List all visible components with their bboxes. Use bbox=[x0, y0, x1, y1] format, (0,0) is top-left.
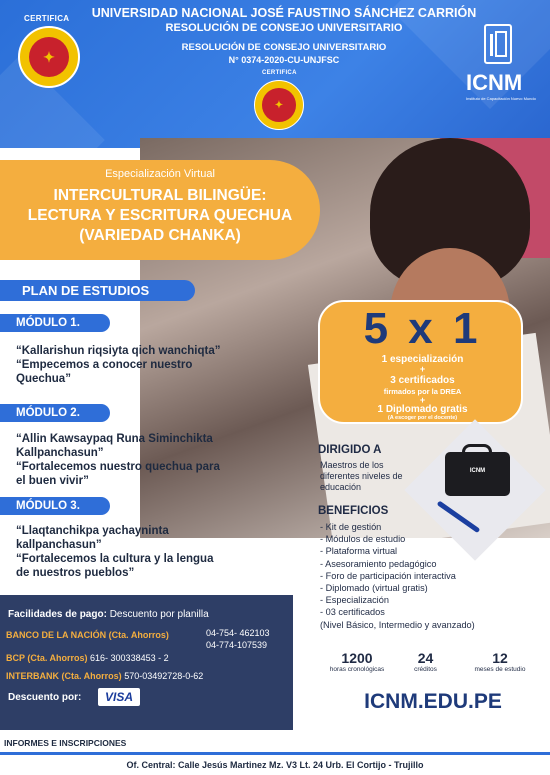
module-line: “Llaqtanchikpa yachayninta bbox=[16, 525, 169, 537]
dirigido-text: Maestros de los diferentes niveles de educación bbox=[320, 460, 403, 492]
icnm-book-logo-icon bbox=[484, 24, 512, 64]
interbank-label: INTERBANK (Cta. Ahorros) bbox=[6, 671, 122, 681]
module-line: “Fortalecemos nuestro quechua para bbox=[16, 461, 220, 473]
resolution-number: N° 0374-2020-CU-UNJFSC bbox=[228, 55, 340, 65]
dirigido-title: DIRIGIDO A bbox=[318, 444, 382, 456]
offer-plus: + bbox=[419, 364, 426, 374]
seal-center-icon: ✦ bbox=[262, 88, 296, 122]
university-seal-icon bbox=[18, 26, 80, 88]
spec-subtitle: Especialización Virtual bbox=[105, 168, 215, 180]
benefit-item: - Kit de gestión bbox=[320, 522, 382, 532]
offer-line5: (A escoger por el docente) bbox=[387, 415, 458, 421]
module-1-label: MÓDULO 1. bbox=[0, 314, 110, 332]
benefit-item: - Foro de participación interactiva bbox=[320, 570, 456, 581]
briefcase-icon bbox=[445, 452, 510, 496]
stat-number: 12 bbox=[492, 650, 508, 666]
spec-title-line2: LECTURA Y ESCRITURA QUECHUA bbox=[27, 207, 293, 224]
university-name: UNIVERSIDAD NACIONAL JOSÉ FAUSTINO SÁNCHEZ CARRIÓN bbox=[91, 6, 477, 20]
offer-plus: + bbox=[419, 395, 426, 405]
module-3-label: MÓDULO 3. bbox=[0, 497, 110, 515]
beneficios-title: BENEFICIOS bbox=[318, 505, 389, 517]
offer-big: 5 x 1 bbox=[363, 304, 482, 353]
interbank-number: 570-03492728-0-62 bbox=[124, 671, 204, 681]
informes-label: INFORMES E INSCRIPCIONES bbox=[0, 736, 160, 750]
benefit-item: - Diplomado (virtual gratis) bbox=[320, 583, 428, 594]
offer-line4: 1 Diplomado gratis bbox=[377, 404, 468, 415]
payment-title: Facilidades de pago: bbox=[8, 609, 107, 620]
module-line: kallpanchasun” bbox=[16, 539, 102, 551]
bag-label: ICNM bbox=[469, 468, 486, 474]
module-2-label: MÓDULO 2. bbox=[0, 404, 110, 422]
book-icon bbox=[486, 26, 510, 62]
icnm-logo-subtitle: Instituto de Capacitación Nuevo Mundo bbox=[466, 96, 536, 101]
offer-line3: firmados por la DREA bbox=[383, 387, 462, 396]
bn-number-2: 04-774-107539 bbox=[206, 640, 268, 650]
module-line: Kallpanchasun” bbox=[16, 447, 104, 459]
resolution-title: RESOLUCIÓN DE CONSEJO UNIVERSITARIO bbox=[165, 22, 403, 34]
module-2-text bbox=[16, 432, 316, 488]
discount-label: Descuento por: bbox=[8, 692, 82, 703]
bcp-row bbox=[6, 653, 169, 663]
benefit-item: - Especialización bbox=[320, 595, 389, 606]
module-line: el buen vivir” bbox=[16, 475, 89, 487]
stat-number: 1200 bbox=[341, 650, 373, 666]
stat-label: meses de estudio bbox=[474, 666, 526, 673]
plan-title: PLAN DE ESTUDIOS bbox=[0, 280, 195, 301]
module-line: “Fortalecemos la cultura y la lengua bbox=[16, 553, 214, 565]
benefit-item: - Plataforma virtual bbox=[320, 546, 398, 557]
module-3-text bbox=[16, 524, 316, 580]
stat-credits bbox=[398, 650, 453, 673]
stat-hours bbox=[322, 650, 392, 673]
icnm-logo-text: ICNM bbox=[466, 70, 523, 95]
certifica-label-center: CERTIFICA bbox=[262, 70, 297, 76]
spec-title-line3: (VARIEDAD CHANKA) bbox=[79, 227, 241, 244]
module-1-text bbox=[16, 344, 316, 386]
seal-center-icon: ✦ bbox=[29, 37, 70, 78]
bcp-number: 616- 300338453 - 2 bbox=[90, 653, 169, 663]
specialization-box bbox=[0, 160, 320, 260]
certifica-label-left: CERTIFICA bbox=[24, 14, 70, 23]
bn-number-1: 04-754- 462103 bbox=[206, 628, 270, 638]
offer-line2: 3 certificados bbox=[390, 375, 455, 386]
benefit-item: - Módulos de estudio bbox=[320, 534, 406, 545]
spec-title-line1: INTERCULTURAL BILINGÜE: bbox=[53, 187, 267, 204]
drea-seal-icon bbox=[254, 80, 304, 130]
payment-subtitle: Descuento por planilla bbox=[109, 609, 209, 620]
footer-divider bbox=[0, 752, 550, 755]
benefit-item: - Asesoramiento pedagógico bbox=[320, 558, 437, 569]
payment-panel bbox=[0, 595, 293, 730]
bcp-label: BCP (Cta. Ahorros) bbox=[6, 653, 88, 663]
bn-label: BANCO DE LA NACIÓN (Cta. Ahorros) bbox=[6, 630, 169, 640]
stat-months bbox=[460, 650, 540, 673]
interbank-row bbox=[6, 671, 203, 681]
website-link[interactable]: ICNM.EDU.PE bbox=[364, 690, 502, 713]
stat-number: 24 bbox=[417, 650, 434, 666]
footer-address: Of. Central: Calle Jesús Martinez Mz. V3 Lt. 24 Urb. El Cortijo - Trujillo bbox=[126, 760, 424, 770]
stat-label: horas cronológicas bbox=[329, 666, 385, 673]
visa-logo: VISA bbox=[98, 688, 140, 706]
benefit-item: (Nivel Básico, Intermedio y avanzado) bbox=[320, 619, 475, 630]
module-line: “Kallarishun riqsiyta qich wanchiqta” bbox=[16, 345, 221, 357]
offer-line1: 1 especialización bbox=[381, 354, 464, 365]
stat-label: créditos bbox=[414, 666, 437, 673]
resolution-subtitle: RESOLUCIÓN DE CONSEJO UNIVERSITARIO bbox=[181, 42, 387, 53]
offer-5x1-box bbox=[318, 300, 523, 424]
payment-title-row bbox=[8, 609, 209, 620]
module-line: “Allin Kawsaypaq Runa Siminchikta bbox=[16, 433, 213, 445]
module-line: de nuestros pueblos” bbox=[16, 567, 135, 579]
module-line: “Empecemos a conocer nuestro bbox=[16, 359, 193, 371]
beneficios-list bbox=[320, 521, 550, 631]
module-line: Quechua” bbox=[16, 373, 71, 385]
benefit-item: - 03 certificados bbox=[320, 607, 385, 618]
